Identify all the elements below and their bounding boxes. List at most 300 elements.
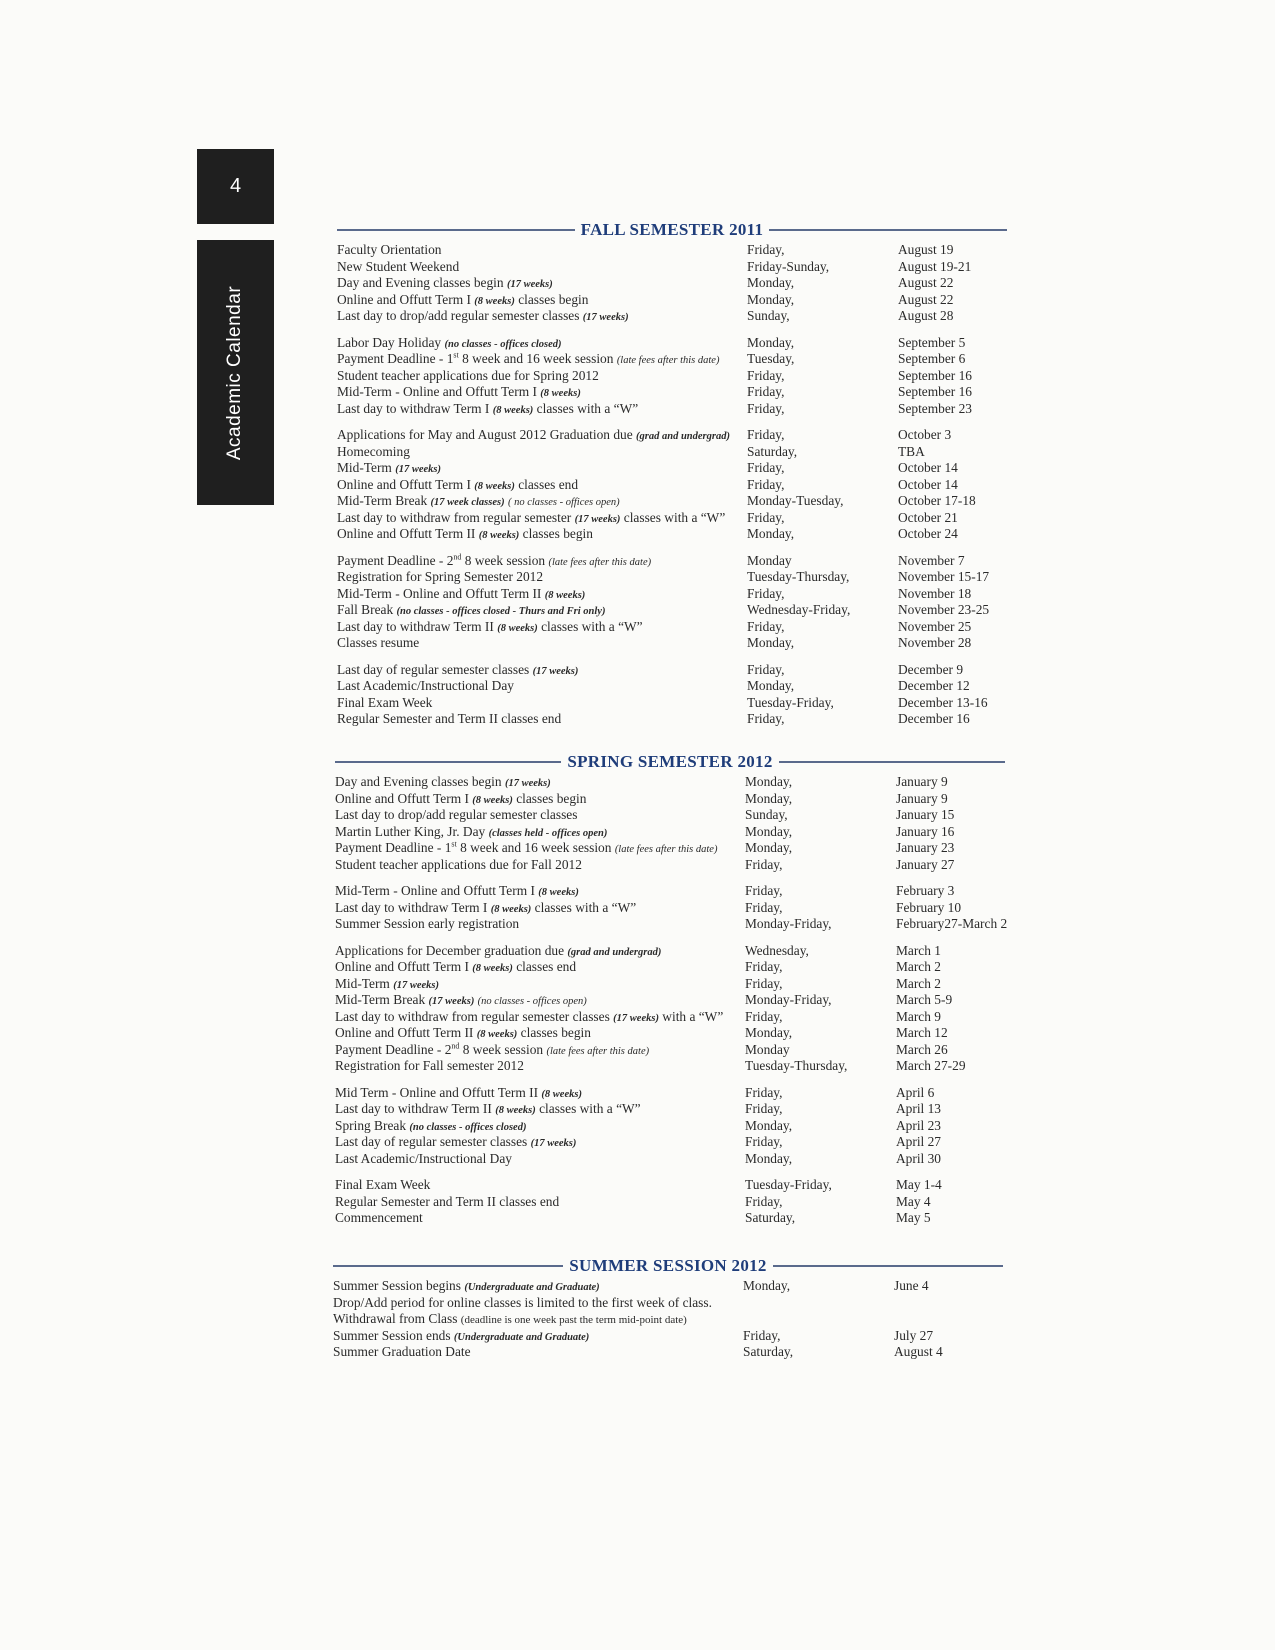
event-day: Friday, (745, 959, 783, 974)
event-date: August 4 (894, 1344, 943, 1359)
spring-group-3 (335, 943, 1005, 1075)
event-text: Summer Graduation Date (333, 1344, 471, 1359)
event-text: Online and Offutt Term I (337, 291, 471, 307)
event-date: July 27 (894, 1327, 934, 1343)
event-text: Registration for Fall semester 2012 (335, 1058, 524, 1073)
event-day: Monday, (747, 526, 795, 541)
event-text: Last day to withdraw from regular semester (337, 509, 572, 525)
spring-semester-header (335, 752, 1005, 772)
summer-session-section (333, 1256, 1003, 1371)
event-date: April 27 (896, 1134, 942, 1149)
event-name (335, 1058, 524, 1075)
event-day: Friday, (745, 1134, 783, 1149)
event-day: Friday, (747, 367, 785, 383)
event-day: Friday, (745, 1084, 783, 1100)
calendar-row (337, 635, 1007, 652)
event-name (335, 1151, 512, 1168)
calendar-row (337, 335, 1007, 352)
spring-semester-section (335, 752, 1008, 1237)
event-date: December 13-16 (898, 694, 988, 710)
calendar-row (337, 368, 1007, 385)
event-day: Monday-Friday, (745, 992, 832, 1007)
event-note: (no classes - offices closed) (409, 1121, 527, 1133)
fall-group-2 (337, 335, 1007, 418)
event-text: classes end (516, 959, 577, 974)
event-date: September 16 (898, 367, 973, 383)
event-day: Monday-Friday, (745, 916, 832, 931)
event-day: Friday, (745, 899, 783, 915)
calendar-row (333, 1311, 1003, 1328)
event-text: classes begin (520, 1025, 591, 1040)
event-text: Last day of regular semester classes (337, 661, 530, 677)
event-text: 8 week session (462, 1041, 544, 1057)
event-text: New Student Weekend (337, 258, 460, 274)
event-text: classes with a “W” (539, 1101, 641, 1116)
event-date: March 2 (896, 959, 941, 974)
event-note: (Undergraduate and Graduate) (453, 1331, 590, 1343)
event-text: with a “W” (662, 1008, 724, 1024)
event-text: Student teacher applications due for Spring 2012 (337, 367, 599, 383)
event-name (337, 444, 410, 461)
event-note: (17 weeks) (613, 1012, 659, 1024)
event-day: Monday-Tuesday, (747, 493, 844, 508)
event-date: January 16 (896, 823, 955, 839)
calendar-row (337, 662, 1007, 679)
summer-group-1 (333, 1278, 1003, 1361)
event-name (337, 401, 638, 420)
event-note: (8 weeks) (497, 622, 538, 634)
event-date: September 16 (898, 384, 973, 399)
event-day: Saturday, (743, 1344, 794, 1359)
event-note: (17 weeks) (506, 279, 553, 290)
event-note: (17 week classes) (430, 497, 505, 508)
event-text: Payment Deadline - 2 (337, 552, 454, 568)
calendar-row (337, 493, 1007, 510)
calendar-row (337, 351, 1007, 368)
event-date: TBA (898, 443, 925, 459)
event-name (337, 678, 514, 695)
calendar-row (335, 992, 1005, 1009)
event-note: (no classes - offices open) (477, 996, 587, 1007)
event-text: Drop/Add period for online classes is limited to the first week of class. (333, 1294, 712, 1310)
event-text: Payment Deadline - 1 (335, 840, 452, 855)
event-note: (8 weeks) (495, 1105, 536, 1116)
event-text: classes begin (522, 526, 593, 541)
spring-group-2 (335, 883, 1008, 933)
event-day: Monday, (745, 790, 793, 806)
event-text: Online and Offutt Term I (337, 476, 471, 492)
ordinal-suffix: st (451, 839, 457, 849)
event-name (337, 635, 419, 652)
event-name (335, 857, 582, 874)
event-note: (8 weeks) (478, 530, 520, 541)
event-day: Friday, (745, 1008, 783, 1024)
event-text: Homecoming (337, 443, 410, 459)
event-note: (8 weeks) (541, 1088, 582, 1100)
ordinal-suffix: nd (451, 1041, 460, 1051)
event-text: Regular Semester and Term II classes end (337, 711, 562, 726)
event-date: August 28 (898, 308, 954, 323)
event-text: classes with a “W” (541, 618, 643, 634)
event-day: Monday, (745, 823, 793, 839)
event-note: (grad and undergrad) (636, 431, 730, 442)
event-day: Monday, (745, 1025, 793, 1040)
event-date: November 23-25 (898, 602, 990, 617)
spring-group-4 (335, 1085, 1005, 1168)
event-date: April 13 (896, 1101, 942, 1116)
event-note: (8 weeks) (474, 480, 515, 492)
event-text: Student teacher applications due for Fall 2012 (335, 856, 582, 872)
event-name (337, 242, 442, 259)
event-date: March 2 (896, 975, 941, 991)
event-text: Last Academic/Instructional Day (335, 1150, 512, 1166)
event-date: February27-March 2 (896, 916, 1008, 931)
event-day: Friday-Sunday, (747, 258, 830, 274)
event-name (335, 916, 519, 933)
calendar-row (337, 602, 1007, 619)
calendar-row (335, 1009, 1005, 1026)
event-day: Monday, (745, 840, 793, 855)
calendar-row (337, 510, 1007, 527)
event-day: Monday, (745, 774, 793, 789)
event-text: 8 week and 16 week session (460, 840, 612, 855)
event-date: November 28 (898, 635, 972, 650)
event-text: Faculty Orientation (337, 242, 442, 257)
event-note: ( no classes - offices open) (507, 497, 620, 508)
calendar-row (335, 1151, 1005, 1168)
calendar-row (333, 1278, 1003, 1295)
event-date: May 4 (896, 1193, 931, 1209)
event-text: Mid-Term - Online and Offutt Term I (335, 883, 535, 898)
event-note: (17 weeks) (574, 513, 621, 525)
calendar-row (335, 857, 1005, 874)
fall-group-5 (337, 662, 1007, 728)
event-text: Commencement (335, 1210, 423, 1225)
event-text: classes with a “W” (536, 400, 639, 416)
event-day: Saturday, (747, 443, 798, 459)
event-note: (8 weeks) (490, 903, 532, 915)
event-date: March 1 (896, 942, 941, 958)
event-note: (8 weeks) (544, 589, 586, 601)
event-name (337, 711, 561, 728)
event-date: February 3 (896, 883, 955, 898)
event-text: Last day to withdraw Term I (337, 400, 490, 416)
calendar-row (337, 569, 1007, 586)
event-date: September 23 (898, 400, 973, 416)
event-date: April 30 (896, 1150, 942, 1166)
event-day: Monday, (747, 275, 795, 290)
event-date: May 1-4 (896, 1177, 942, 1192)
event-day: Monday, (745, 1150, 793, 1166)
event-name (337, 695, 432, 712)
event-day: Friday, (745, 1101, 783, 1116)
event-day: Friday, (747, 427, 785, 442)
event-name (333, 1344, 471, 1361)
event-date: November 7 (898, 552, 965, 568)
event-day: Sunday, (747, 308, 790, 323)
event-day: Friday, (747, 400, 785, 416)
event-day: Tuesday-Friday, (745, 1177, 832, 1192)
calendar-row (335, 959, 1005, 976)
event-date: January 9 (896, 774, 948, 789)
calendar-row (335, 824, 1005, 841)
calendar-row (333, 1344, 1003, 1361)
fall-semester-section (337, 220, 1007, 738)
event-day: Tuesday, (747, 351, 795, 366)
event-note: (no classes - offices closed - Thurs and Fri only) (396, 606, 606, 617)
event-day: Friday, (747, 460, 785, 475)
event-date: October 14 (898, 460, 958, 475)
fall-group-1 (337, 242, 1007, 325)
calendar-row (337, 526, 1007, 543)
event-note: (17 weeks) (530, 1138, 577, 1149)
section-tab: Academic Calendar (197, 240, 274, 505)
summer-session-title: SUMMER SESSION 2012 (563, 1256, 772, 1275)
event-name (335, 1194, 559, 1211)
event-date: October 3 (898, 427, 952, 442)
calendar-row (337, 553, 1007, 570)
event-date: October 17-18 (898, 493, 976, 508)
ordinal-suffix: nd (453, 552, 462, 562)
event-date: January 27 (896, 856, 955, 872)
event-text: Summer Session ends (333, 1327, 451, 1343)
event-note: (8 weeks) (472, 794, 513, 806)
event-day: Tuesday-Thursday, (745, 1058, 848, 1073)
event-date: August 22 (898, 275, 954, 290)
event-day: Friday, (747, 585, 785, 601)
event-day: Monday, (745, 1117, 793, 1133)
event-date: November 15-17 (898, 569, 990, 584)
event-date: August 19 (898, 242, 954, 257)
event-day: Friday, (747, 242, 785, 257)
calendar-row (337, 401, 1007, 418)
event-note: (8 weeks) (476, 1029, 518, 1040)
event-day: Wednesday-Friday, (747, 602, 851, 617)
event-note: (grad and undergrad) (567, 946, 662, 958)
event-note: (Undergraduate and Graduate) (464, 1282, 600, 1293)
event-text: Applications for May and August 2012 Graduation due (337, 427, 633, 442)
event-day: Monday, (747, 291, 795, 307)
event-note: (late fees after this date) (548, 556, 652, 568)
calendar-row (333, 1295, 1003, 1312)
event-date: September 6 (898, 351, 966, 366)
event-date: March 26 (896, 1041, 948, 1057)
event-text: Mid Term - Online and Offutt Term II (335, 1084, 539, 1100)
event-day: Friday, (745, 1193, 783, 1209)
event-name (337, 526, 593, 545)
event-note: (late fees after this date) (546, 1045, 650, 1057)
event-text: Day and Evening classes begin (337, 275, 504, 290)
event-name (333, 1295, 712, 1312)
event-date: December 12 (898, 678, 970, 693)
event-note: (late fees after this date) (616, 355, 720, 366)
event-date: March 27-29 (896, 1058, 966, 1073)
event-text: Summer Session early registration (335, 916, 520, 931)
event-text: Fall Break (337, 602, 394, 617)
calendar-row (335, 1210, 1005, 1227)
calendar-row (337, 444, 1007, 461)
event-name (337, 569, 543, 586)
event-text: Online and Offutt Term I (335, 959, 469, 974)
event-day: Friday, (747, 476, 785, 492)
event-note: (17 weeks) (582, 312, 629, 323)
event-date: November 25 (898, 618, 972, 634)
calendar-row (335, 1085, 1005, 1102)
event-date: June 4 (894, 1278, 929, 1293)
event-day: Friday, (745, 883, 783, 898)
calendar-row (335, 840, 1005, 857)
event-text: Mid-Term Break (335, 992, 426, 1007)
event-text: Mid-Term (335, 975, 390, 991)
event-date: September 5 (898, 334, 966, 350)
event-text: classes end (518, 476, 579, 492)
event-name (333, 1311, 687, 1329)
event-text: 8 week session (464, 552, 546, 568)
calendar-row (333, 1328, 1003, 1345)
calendar-row (337, 275, 1007, 292)
event-text: classes begin (516, 790, 587, 806)
calendar-row (337, 678, 1007, 695)
event-day: Saturday, (745, 1210, 796, 1225)
event-note: (17 weeks) (393, 979, 439, 991)
event-day: Friday, (745, 975, 783, 991)
fall-semester-title: FALL SEMESTER 2011 (575, 220, 770, 239)
event-text: Online and Offutt Term II (335, 1025, 474, 1040)
event-date: January 9 (896, 790, 948, 806)
event-name (337, 368, 599, 385)
event-day: Friday, (747, 661, 785, 677)
event-text: 8 week and 16 week session (462, 351, 614, 366)
calendar-row (335, 976, 1005, 993)
calendar-row (335, 1177, 1005, 1194)
event-text: classes begin (518, 291, 589, 307)
event-note: (late fees after this date) (614, 844, 718, 855)
event-date: August 22 (898, 291, 954, 307)
event-date: November 18 (898, 585, 972, 601)
event-day: Tuesday-Friday, (747, 694, 834, 710)
calendar-row (337, 711, 1007, 728)
calendar-row (337, 460, 1007, 477)
calendar-row (337, 242, 1007, 259)
event-text: Regular Semester and Term II classes end (335, 1193, 560, 1209)
event-note: (17 weeks) (532, 665, 579, 677)
calendar-row (337, 477, 1007, 494)
fall-semester-header (337, 220, 1007, 240)
calendar-row (337, 292, 1007, 309)
event-date: August 19-21 (898, 258, 972, 274)
event-text: Applications for December graduation due (335, 942, 565, 958)
spring-group-1 (335, 774, 1005, 873)
event-text: Last day of regular semester classes (335, 1134, 528, 1149)
event-text: Final Exam Week (337, 694, 433, 710)
event-date: March 5-9 (896, 992, 953, 1007)
event-text: Last day to withdraw Term II (335, 1101, 492, 1116)
event-note: (17 weeks) (428, 996, 475, 1007)
event-date: January 23 (896, 840, 955, 855)
event-text: Martin Luther King, Jr. Day (335, 823, 486, 839)
calendar-row (335, 1118, 1005, 1135)
calendar-row (335, 900, 1005, 917)
event-date: January 15 (896, 807, 955, 822)
event-name (335, 1210, 423, 1227)
calendar-row (337, 308, 1007, 325)
event-text: Payment Deadline - 1 (337, 351, 454, 366)
calendar-row (335, 1194, 1005, 1211)
event-text: Day and Evening classes begin (335, 774, 502, 789)
event-text: Last day to withdraw Term II (337, 618, 494, 634)
event-day: Friday, (745, 856, 783, 872)
spring-group-5 (335, 1177, 1005, 1227)
event-date: March 12 (896, 1025, 948, 1040)
calendar-row (335, 1134, 1005, 1151)
event-day: Wednesday, (745, 942, 809, 958)
event-text: Mid-Term Break (337, 493, 428, 508)
event-text: Registration for Spring Semester 2012 (337, 569, 544, 584)
event-text: Last day to drop/add regular semester classes (337, 308, 580, 323)
event-day: Friday, (747, 384, 785, 399)
event-date: April 6 (896, 1084, 935, 1100)
event-day: Sunday, (745, 807, 788, 822)
event-text: Classes resume (337, 635, 420, 650)
event-text: Labor Day Holiday (337, 334, 442, 350)
page-number: 4 (197, 149, 274, 224)
event-note: (8 weeks) (538, 887, 579, 898)
event-name (337, 259, 459, 276)
event-day: Friday, (747, 509, 785, 525)
calendar-row (337, 427, 1007, 444)
event-text: Payment Deadline - 2 (335, 1041, 452, 1057)
event-text: Last day to withdraw Term I (335, 899, 488, 915)
event-text: Last day to withdraw from regular semester classes (335, 1008, 610, 1024)
calendar-row (335, 774, 1005, 791)
event-note: (no classes - offices closed) (444, 338, 562, 350)
event-day: Monday (745, 1041, 790, 1057)
event-day: Friday, (743, 1327, 781, 1343)
fall-group-4 (337, 553, 1007, 652)
calendar-row (335, 1025, 1005, 1042)
event-note: (deadline is one week past the term mid-point date) (460, 1314, 687, 1326)
calendar-row (335, 943, 1005, 960)
event-date: December 16 (898, 711, 970, 726)
event-text: Online and Offutt Term I (335, 790, 469, 806)
event-text: Mid-Term - Online and Offutt Term I (337, 384, 537, 399)
event-date: February 10 (896, 899, 962, 915)
event-note: (classes held - offices open) (488, 827, 608, 839)
event-note: (8 weeks) (492, 404, 534, 416)
calendar-row (337, 384, 1007, 401)
calendar-row (337, 586, 1007, 603)
event-day: Monday, (747, 678, 795, 693)
calendar-row (335, 791, 1005, 808)
event-date: October 24 (898, 526, 958, 541)
event-day: Monday, (743, 1278, 791, 1293)
calendar-row (335, 1042, 1005, 1059)
event-note: (8 weeks) (540, 388, 581, 399)
event-day: Monday, (747, 334, 795, 350)
calendar-row (337, 695, 1007, 712)
event-day: Tuesday-Thursday, (747, 569, 850, 584)
event-text: classes with a “W” (623, 509, 726, 525)
event-date: October 21 (898, 509, 958, 525)
event-text: Withdrawal from Class (333, 1311, 458, 1326)
event-text: Online and Offutt Term II (337, 526, 476, 541)
event-text: Last Academic/Instructional Day (337, 678, 514, 693)
event-text: Summer Session begins (333, 1278, 461, 1293)
event-date: December 9 (898, 661, 964, 677)
event-text: Mid-Term (337, 460, 392, 475)
event-text: Mid-Term - Online and Offutt Term II (337, 585, 542, 601)
event-text: Last day to drop/add regular semester classes (335, 807, 578, 822)
